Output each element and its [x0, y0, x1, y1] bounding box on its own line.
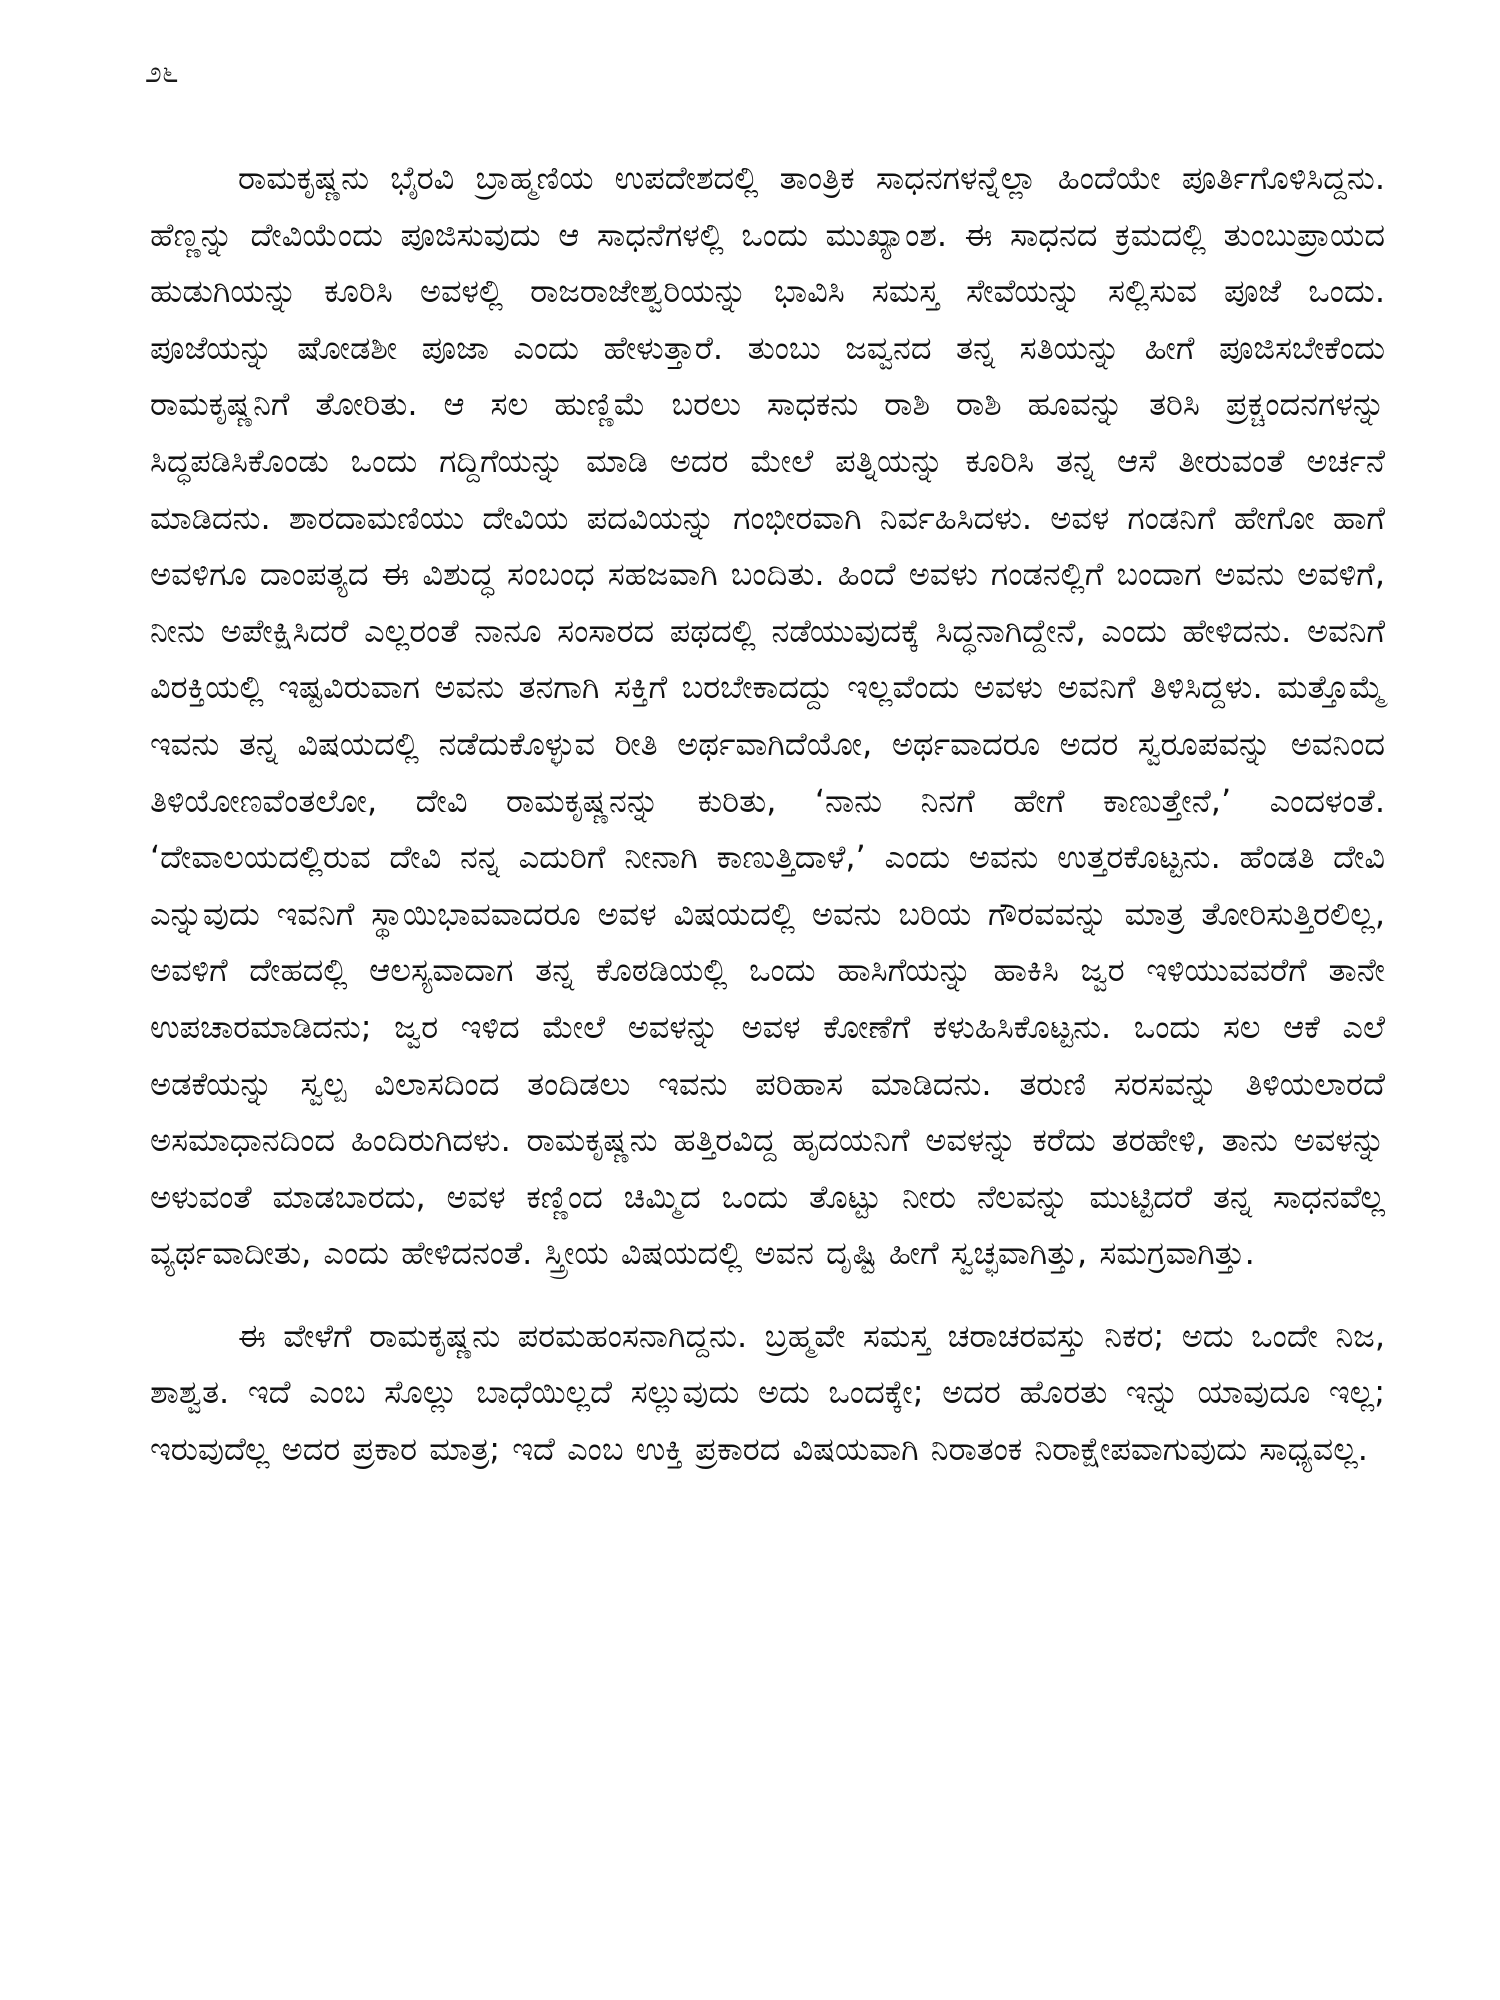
body-text [150, 150, 1385, 1478]
paragraph-2: ಈ ವೇಳೆಗೆ ರಾಮಕೃಷ್ಣನು ಪರಮಹಂಸನಾಗಿದ್ದನು. ಬ್ರಹ್ಮವೇ ಸಮಸ್ತ ಚರಾಚರವಸ್ತು ನಿಕರ; ಅದು ಒಂದೇ ನಿಜ, ಶಾಶ್ವತ. ಇದೆ ಎಂಬ ಸೊಲ್ಲು ಬಾಧೆಯಿಲ್ಲದೆ ಸಲ್ಲುವುದು ಅದು ಒಂದಕ್ಕೇ; ಅದರ ಹೊರತು ಇನ್ನು ಯಾವುದೂ ಇಲ್ಲ; ಇರುವುದೆಲ್ಲ ಅದರ ಪ್ರಕಾರ ಮಾತ್ರ; ಇದೆ ಎಂಬ ಉಕ್ತಿ ಪ್ರಕಾರದ ವಿಷಯವಾಗಿ ನಿರಾತಂಕ ನಿರಾಕ್ಷೇಪವಾಗುವುದು ಸಾಧ್ಯವಲ್ಲ. [150, 1316, 1385, 1469]
paragraph-1: ರಾಮಕೃಷ್ಣನು ಭೈರವಿ ಬ್ರಾಹ್ಮಣಿಯ ಉಪದೇಶದಲ್ಲಿ ತಾಂತ್ರಿಕ ಸಾಧನಗಳನ್ನೆಲ್ಲಾ ಹಿಂದೆಯೇ ಪೂರ್ತಿಗೊಳಿಸಿದ್ದನು. ಹೆಣ್ಣನ್ನು ದೇವಿಯೆಂದು ಪೂಜಿಸುವುದು ಆ ಸಾಧನೆಗಳಲ್ಲಿ ಒಂದು ಮುಖ್ಯಾಂಶ. ಈ ಸಾಧನದ ಕ್ರಮದಲ್ಲಿ ತುಂಬುಪ್ರಾಯದ ಹುಡುಗಿಯನ್ನು ಕೂರಿಸಿ ಅವಳಲ್ಲಿ ರಾಜರಾಜೇಶ್ವರಿಯನ್ನು ಭಾವಿಸಿ ಸಮಸ್ತ ಸೇವೆಯನ್ನು ಸಲ್ಲಿಸುವ ಪೂಜೆ ಒಂದು. ಪೂಜೆಯನ್ನು ಷೋಡಶೀ ಪೂಜಾ ಎಂದು ಹೇಳುತ್ತಾರೆ. ತುಂಬು ಜವ್ವನದ ತನ್ನ ಸತಿಯನ್ನು ಹೀಗೆ ಪೂಜಿಸಬೇಕೆಂದು ರಾಮಕೃಷ್ಣನಿಗೆ ತೋರಿತು. ಆ ಸಲ ಹುಣ್ಣಿಮೆ ಬರಲು ಸಾಧಕನು ರಾಶಿ ರಾಶಿ ಹೂವನ್ನು ತರಿಸಿ ಪ್ರಕ್ಚಂದನಗಳನ್ನು ಸಿದ್ಧಪಡಿಸಿಕೊಂಡು ಒಂದು ಗದ್ದಿಗೆಯನ್ನು ಮಾಡಿ ಅದರ ಮೇಲೆ ಪತ್ನಿಯನ್ನು ಕೂರಿಸಿ ತನ್ನ ಆಸೆ ತೀರುವಂತೆ ಅರ್ಚನೆ ಮಾಡಿದನು. ಶಾರದಾಮಣಿಯು ದೇವಿಯ ಪದವಿಯನ್ನು ಗಂಭೀರವಾಗಿ ನಿರ್ವಹಿಸಿದಳು. ಅವಳ ಗಂಡನಿಗೆ ಹೇಗೋ ಹಾಗೆ ಅವಳಿಗೂ ದಾಂಪತ್ಯದ ಈ ವಿಶುದ್ಧ ಸಂಬಂಧ ಸಹಜವಾಗಿ ಬಂದಿತು. ಹಿಂದೆ ಅವಳು ಗಂಡನಲ್ಲಿಗೆ ಬಂದಾಗ ಅವನು ಅವಳಿಗೆ, ನೀನು ಅಪೇಕ್ಷಿಸಿದರೆ ಎಲ್ಲರಂತೆ ನಾನೂ ಸಂಸಾರದ ಪಥದಲ್ಲಿ ನಡೆಯುವುದಕ್ಕೆ ಸಿದ್ಧನಾಗಿದ್ದೇನೆ, ಎಂದು ಹೇಳಿದನು. ಅವನಿಗೆ ವಿರಕ್ತಿಯಲ್ಲಿ ಇಷ್ಟವಿರುವಾಗ ಅವನು ತನಗಾಗಿ ಸಕ್ತಿಗೆ ಬರಬೇಕಾದದ್ದು ಇಲ್ಲವೆಂದು ಅವಳು ಅವನಿಗೆ ತಿಳಿಸಿದ್ದಳು. ಮತ್ತೊಮ್ಮೆ ಇವನು ತನ್ನ ವಿಷಯದಲ್ಲಿ ನಡೆದುಕೊಳ್ಳುವ ರೀತಿ ಅರ್ಥವಾಗಿದೆಯೋ, ಅರ್ಥವಾದರೂ ಅದರ ಸ್ವರೂಪವನ್ನು ಅವನಿಂದ ತಿಳಿಯೋಣವೆಂತಲೋ, ದೇವಿ ರಾಮಕೃಷ್ಣನನ್ನು ಕುರಿತು, ‘ನಾನು ನಿನಗೆ ಹೇಗೆ ಕಾಣುತ್ತೇನೆ,’ ಎಂದಳಂತೆ. ‘ದೇವಾಲಯದಲ್ಲಿರುವ ದೇವಿ ನನ್ನ ಎದುರಿಗೆ ನೀನಾಗಿ ಕಾಣುತ್ತಿದಾಳೆ,’ ಎಂದು ಅವನು ಉತ್ತರಕೊಟ್ಟನು. ಹೆಂಡತಿ ದೇವಿ ಎನ್ನುವುದು ಇವನಿಗೆ ಸ್ಥಾಯಿಭಾವವಾದರೂ ಅವಳ ವಿಷಯದಲ್ಲಿ ಅವನು ಬರಿಯ ಗೌರವವನ್ನು ಮಾತ್ರ ತೋರಿಸುತ್ತಿರಲಿಲ್ಲ, ಅವಳಿಗೆ ದೇಹದಲ್ಲಿ ಆಲಸ್ಯವಾದಾಗ ತನ್ನ ಕೊಠಡಿಯಲ್ಲಿ ಒಂದು ಹಾಸಿಗೆಯನ್ನು ಹಾಕಿಸಿ ಜ್ವರ ಇಳಿಯುವವರೆಗೆ ತಾನೇ ಉಪಚಾರಮಾಡಿದನು; ಜ್ವರ ಇಳಿದ ಮೇಲೆ ಅವಳನ್ನು ಅವಳ ಕೋಣೆಗೆ ಕಳುಹಿಸಿಕೊಟ್ಟನು. ಒಂದು ಸಲ ಆಕೆ ಎಲೆ ಅಡಕೆಯನ್ನು ಸ್ವಲ್ಪ ವಿಲಾಸದಿಂದ ತಂದಿಡಲು ಇವನು ಪರಿಹಾಸ ಮಾಡಿದನು. ತರುಣಿ ಸರಸವನ್ನು ತಿಳಿಯಲಾರದೆ ಅಸಮಾಧಾನದಿಂದ ಹಿಂದಿರುಗಿದಳು. ರಾಮಕೃಷ್ಣನು ಹತ್ತಿರವಿದ್ದ ಹೃದಯನಿಗೆ ಅವಳನ್ನು ಕರೆದು ತರಹೇಳಿ, ತಾನು ಅವಳನ್ನು ಅಳುವಂತೆ ಮಾಡಬಾರದು, ಅವಳ ಕಣ್ಣಿಂದ ಚಿಮ್ಮಿದ ಒಂದು ತೊಟ್ಟು ನೀರು ನೆಲವನ್ನು ಮುಟ್ಟಿದರೆ ತನ್ನ ಸಾಧನವೆಲ್ಲ ವ್ಯರ್ಥವಾದೀತು, ಎಂದು ಹೇಳಿದನಂತೆ. ಸ್ತ್ರೀಯ ವಿಷಯದಲ್ಲಿ ಅವನ ದೃಷ್ಟಿ ಹೀಗೆ ಸ್ವಚ್ಛವಾಗಿತ್ತು, ಸಮಗ್ರವಾಗಿತ್ತು. [150, 159, 1385, 1273]
page-number: ೨೬ [145, 55, 179, 90]
